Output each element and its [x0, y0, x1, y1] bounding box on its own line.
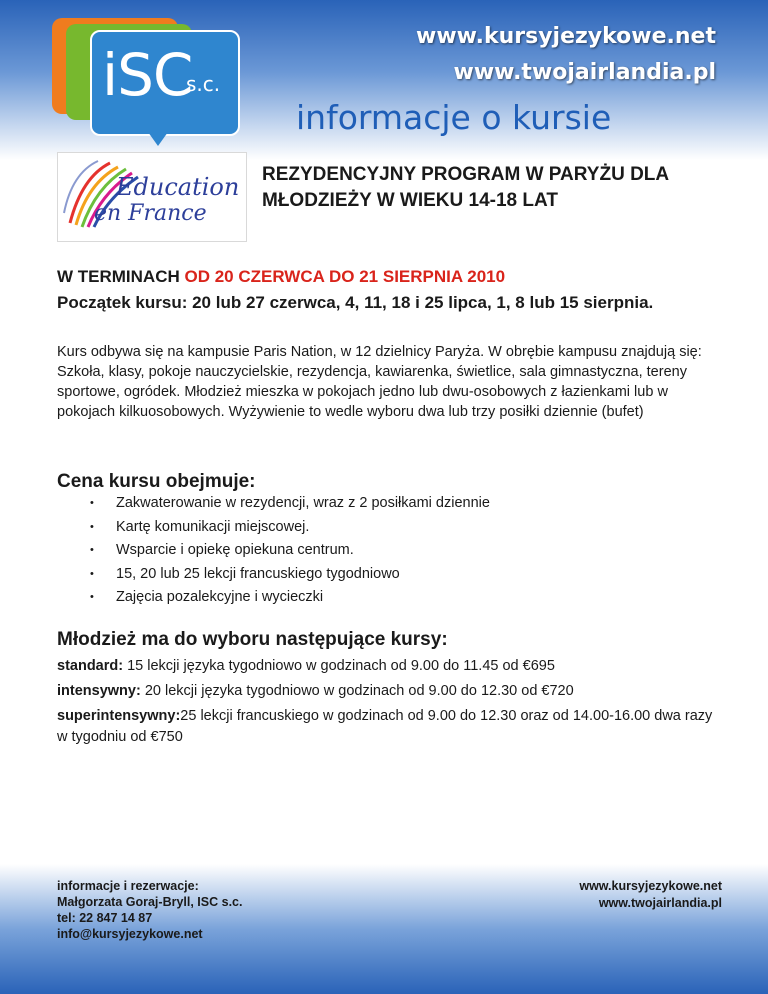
logo-speech-tail	[148, 132, 168, 146]
bullet-icon: •	[90, 544, 94, 556]
edu-logo-line2: en France	[94, 201, 207, 226]
education-en-france-logo	[57, 152, 247, 242]
list-item: • Zajęcia pozalekcyjne i wycieczki	[90, 586, 490, 610]
contact-label: informacje i rezerwacje:	[57, 879, 199, 893]
course-option-superintensive: superintensywny:25 lekcji francuskiego w godzinach od 9.00 do 12.30 oraz od 14.00-16.00 dwa razy w tygodniu od €750	[57, 708, 713, 745]
course-description: Kurs odbywa się na kampusie Paris Nation, w 12 dzielnicy Paryża. W obrębie kampusu znajdują się: Szkoła, klasy, pokoje nauczycielskie, rezydencja, kawiarenka, świetlice, sala gimnastyczna, tereny sportowe, ogródek. Młodzież mieszka w pokojach jedno lub dwu-osobowych z łazienkami lub w pokojach kilkuosobowych. Wyżywienie to wedle wyboru dwa lub trzy posiłki dziennie (bufet)	[57, 344, 702, 420]
bullet-icon: •	[90, 567, 94, 580]
program-title: REZYDENCYJNY PROGRAM W PARYŻU DLA MŁODZIEŻY W WIEKU 14-18 LAT	[262, 164, 669, 211]
header-website-1[interactable]: www.kursyjezykowe.net	[416, 24, 716, 49]
isc-logo	[52, 18, 242, 148]
bullet-icon: •	[90, 591, 94, 603]
page-headline: informacje o kursie	[296, 98, 612, 137]
course-option-intensive: intensywny: 20 lekcji języka tygodniowo w godzinach od 9.00 do 12.30 od €720	[57, 683, 574, 699]
edu-logo-line1: Education	[116, 173, 240, 201]
contact-phone[interactable]: tel: 22 847 14 87	[57, 911, 153, 925]
list-item: • Zakwaterowanie w rezydencji, wraz z 2 posiłkami dziennie	[90, 492, 490, 516]
contact-person: Małgorzata Goraj-Bryll, ISC s.c.	[57, 895, 243, 909]
footer-website-2[interactable]: www.twojairlandia.pl	[598, 896, 722, 910]
includes-list	[90, 492, 490, 610]
logo-subtext: s.c.	[186, 72, 221, 96]
dates-range: OD 20 CZERWCA DO 21 SIERPNIA 2010	[184, 267, 506, 286]
footer-websites	[579, 878, 722, 912]
footer-contact	[57, 878, 242, 942]
footer-website-1[interactable]: www.kursyjezykowe.net	[579, 879, 722, 893]
list-item: • 15, 20 lub 25 lekcji francuskiego tygodniowo	[90, 563, 490, 587]
bullet-icon: •	[90, 497, 94, 509]
dates-prefix: W TERMINACH	[57, 267, 185, 286]
dates-line	[57, 266, 505, 288]
list-item: • Kartę komunikacji miejscowej.	[90, 516, 490, 540]
course-start-dates: Początek kursu: 20 lub 27 czerwca, 4, 11, 18 i 25 lipca, 1, 8 lub 15 sierpnia.	[57, 293, 654, 312]
course-option-standard: standard: 15 lekcji języka tygodniowo w godzinach od 9.00 do 11.45 od €695	[57, 658, 555, 674]
header-website-2[interactable]: www.twojairlandia.pl	[453, 60, 716, 85]
list-item: • Wsparcie i opiekę opiekuna centrum.	[90, 539, 490, 563]
bullet-icon: •	[90, 520, 94, 533]
courses-heading: Młodzież ma do wyboru następujące kursy:	[57, 629, 448, 650]
contact-email[interactable]: info@kursyjezykowe.net	[57, 927, 203, 941]
logo-text: iSC	[102, 41, 193, 109]
includes-heading: Cena kursu obejmuje:	[57, 471, 256, 492]
